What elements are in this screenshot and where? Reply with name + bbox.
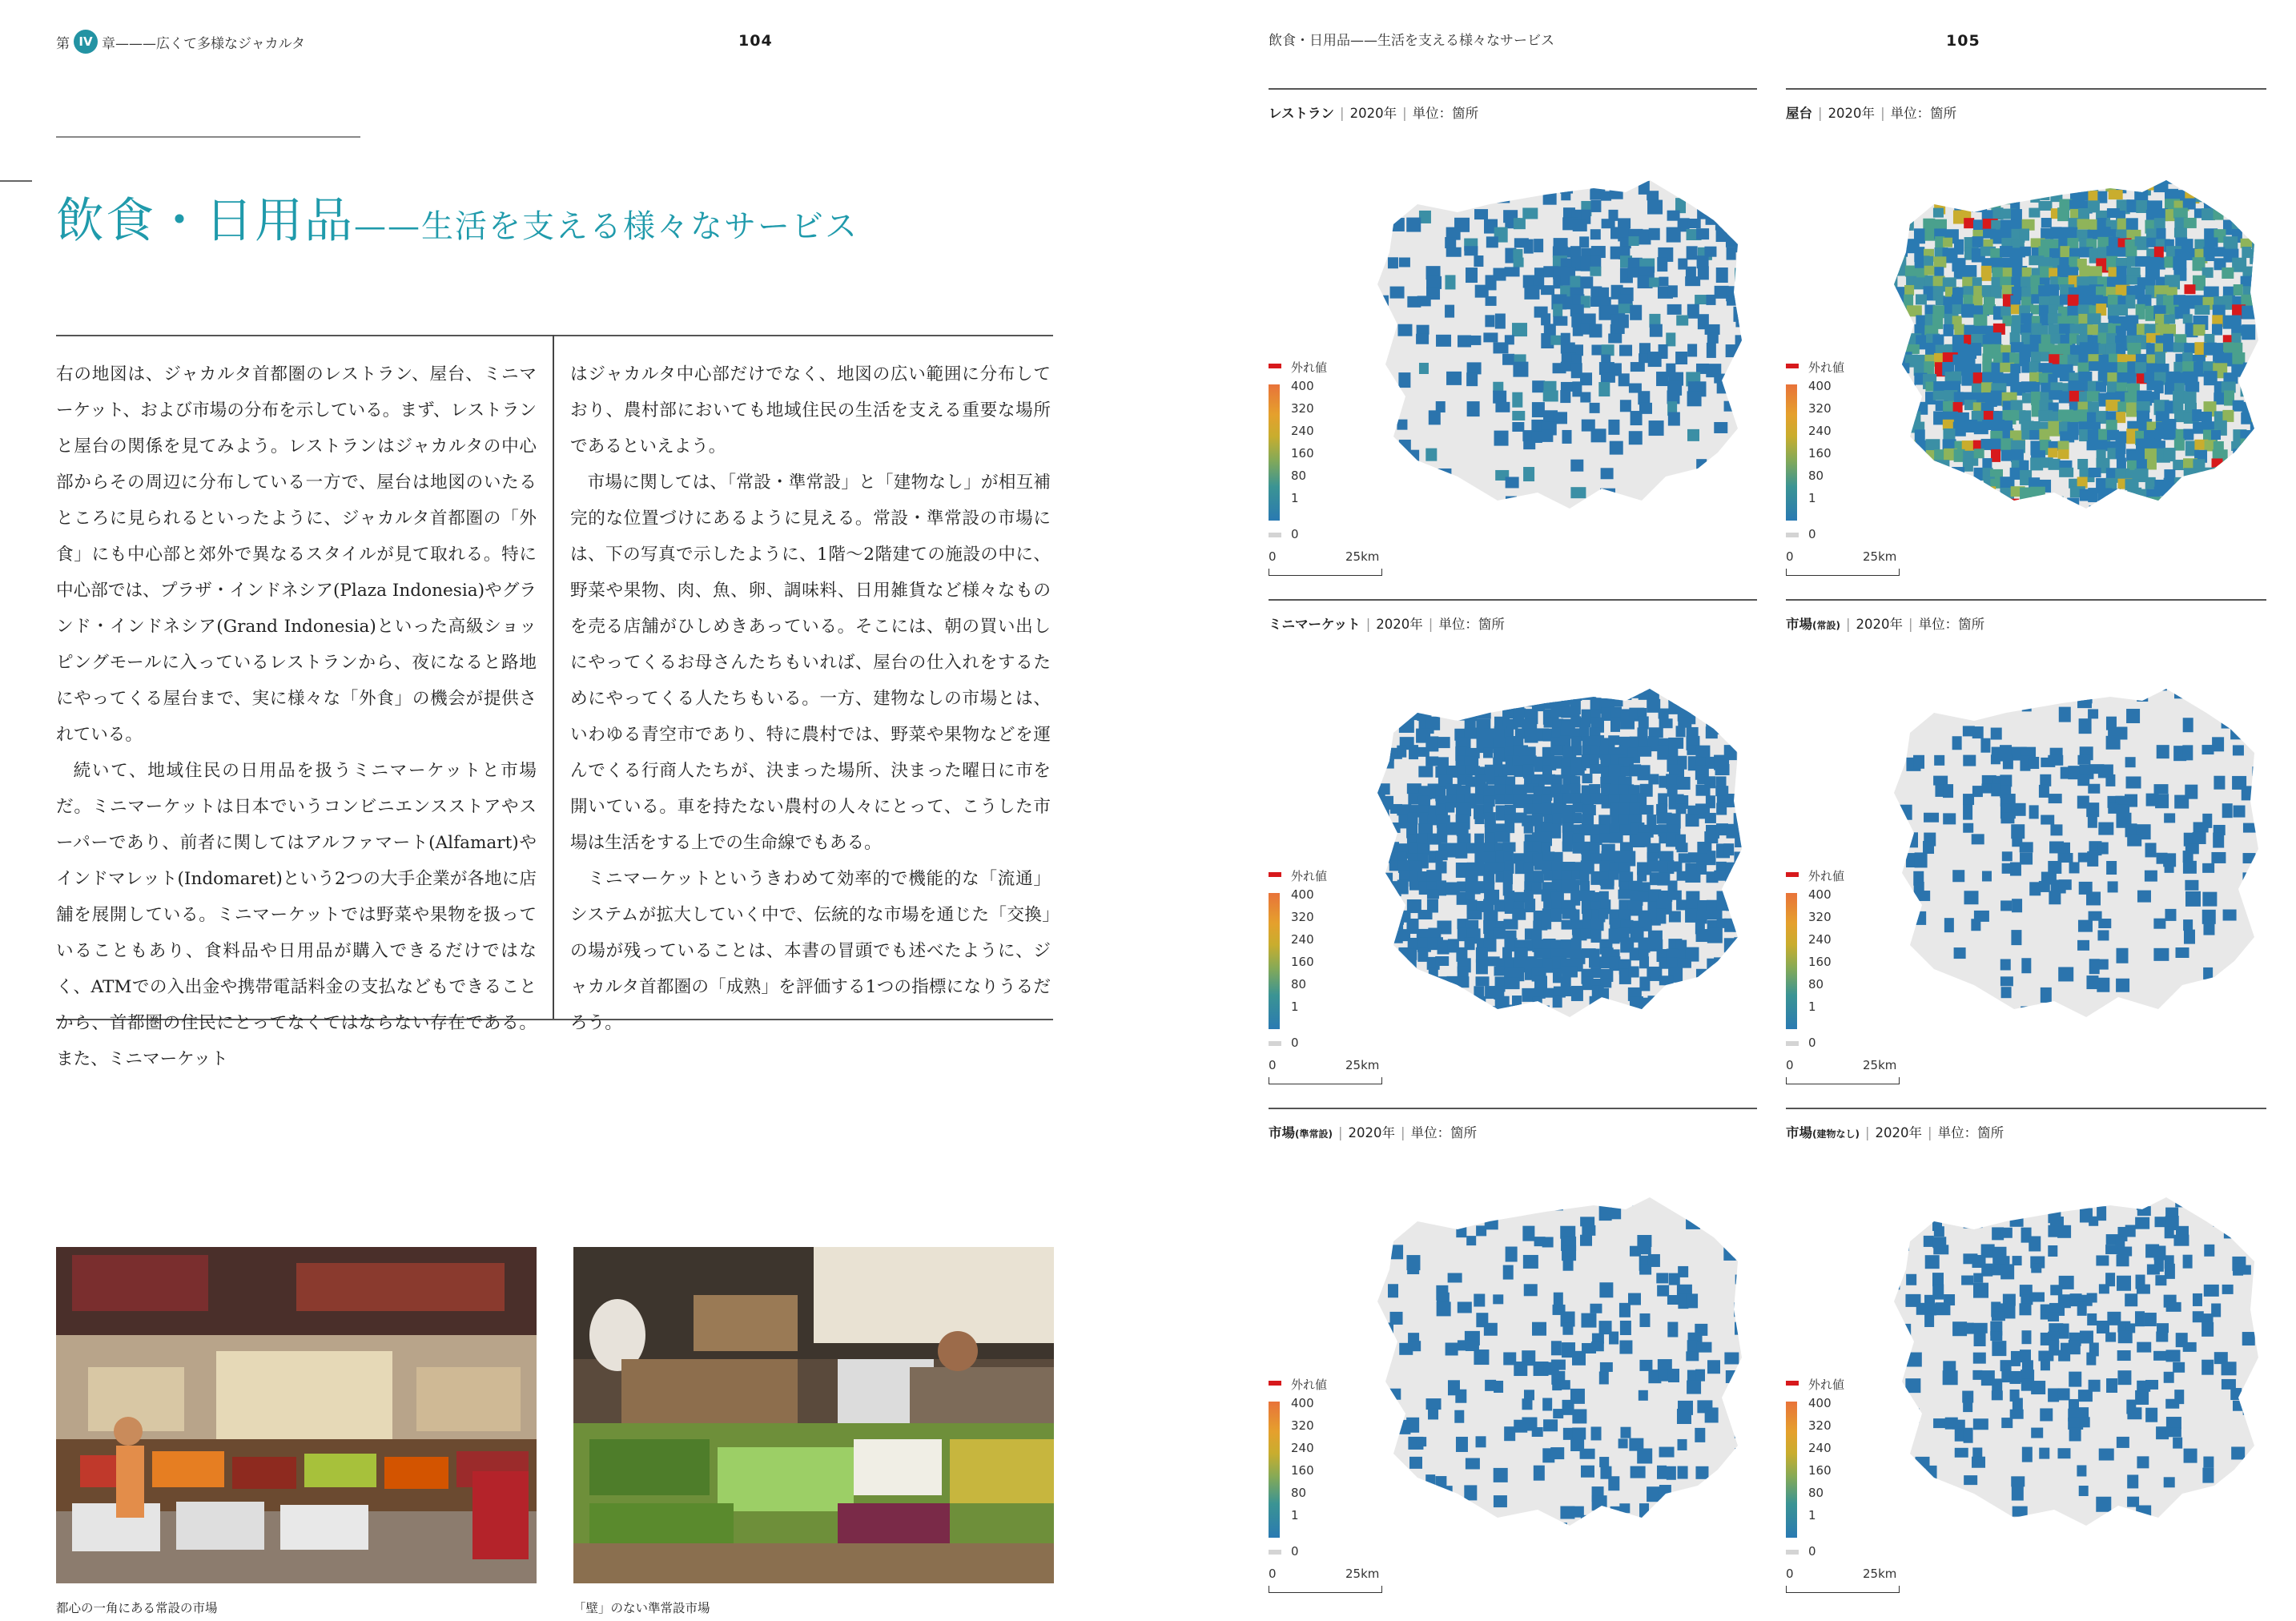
legend-tick: 1 xyxy=(1291,1508,1299,1522)
zero-swatch xyxy=(1269,1041,1281,1046)
chapter-prefix: 第 xyxy=(56,35,70,52)
scale-bar xyxy=(1269,1077,1382,1084)
body-column-1 xyxy=(56,356,537,1077)
scale-bar xyxy=(1269,1586,1382,1593)
legend-tick: 80 xyxy=(1291,977,1307,992)
outlier-swatch xyxy=(1269,872,1281,877)
legend-tick: 240 xyxy=(1291,1441,1314,1455)
panel-rule xyxy=(1269,599,1757,601)
outlier-swatch xyxy=(1786,1381,1799,1386)
panel-rule xyxy=(1786,1108,2266,1109)
panel-rule xyxy=(1786,599,2266,601)
paragraph: 市場に関しては、「常設・準常設」と「建物なし」が相互補完的な位置づけにあるように見える。常設・準常設の市場には、下の写真で示したように、1階〜2階建ての施設の中に、野菜や果物、肉、魚、卵、調味料、日用雑貨など様々なものを売る店舗がひしめきあっている。そこには、朝の買い出しにやってくるお母さんたちもいれば、屋台の仕入れをするためにやってくる人たちもいる。一方、建物なしの市場とは、いわゆる青空市であり、特に農村では、野菜や果物などを運んでくる行商人たちが、決まった場所、決まった曜日に市を開いている。車を持たない農村の人々にとって、こうした市場は生活をする上での生命線でもある。 xyxy=(570,473,1051,853)
legend-tick: 160 xyxy=(1808,1463,1832,1478)
map-restaurant xyxy=(1361,172,1746,525)
legend-tick: 320 xyxy=(1291,1418,1314,1433)
zero-swatch xyxy=(1786,1550,1799,1555)
photo-caption-2: 「壁」のない準常設市場 xyxy=(573,1601,710,1615)
legend-tick: 320 xyxy=(1808,910,1832,924)
outlier-swatch xyxy=(1269,1381,1281,1386)
chapter-suffix: 章 xyxy=(102,35,115,52)
legend-gradient xyxy=(1786,1402,1797,1538)
scale-bar xyxy=(1786,569,1900,576)
paragraph: はジャカルタ中心部だけでなく、地図の広い範囲に分布しており、農村部においても地域住民の生活を支える重要な場所であるといえよう。 xyxy=(570,364,1051,457)
outlier-swatch xyxy=(1786,872,1799,877)
scale-start: 0 xyxy=(1786,549,1794,564)
legend-tick: 0 xyxy=(1808,1544,1816,1559)
photo-caption-1: 都心の一角にある常設の市場 xyxy=(56,1601,218,1615)
map-cells xyxy=(1361,681,1746,1033)
map-market-no-building xyxy=(1878,1189,2262,1542)
title-top-rule xyxy=(56,136,360,138)
column-divider xyxy=(553,335,554,1020)
legend-tick: 80 xyxy=(1808,469,1824,483)
scale-start: 0 xyxy=(1786,1567,1794,1581)
legend-tick: 1 xyxy=(1808,491,1816,505)
scale-end: 25km xyxy=(1863,1058,1897,1072)
legend-tick: 240 xyxy=(1808,932,1832,947)
chapter-badge: IV xyxy=(74,30,98,54)
scale-end: 25km xyxy=(1863,1567,1897,1581)
page-title xyxy=(56,183,858,251)
map-legend xyxy=(1786,359,1914,575)
legend-tick: 80 xyxy=(1808,977,1824,992)
scale-bar xyxy=(1786,1586,1900,1593)
outlier-swatch xyxy=(1786,364,1799,368)
legend-tick: 240 xyxy=(1291,932,1314,947)
legend-tick: 80 xyxy=(1291,1486,1307,1500)
map-minimarket xyxy=(1361,681,1746,1033)
legend-outlier-label: 外れ値 xyxy=(1808,360,1845,375)
scale-start: 0 xyxy=(1786,1058,1794,1072)
legend-outlier-label: 外れ値 xyxy=(1291,360,1328,375)
outlier-swatch xyxy=(1269,364,1281,368)
legend-tick: 320 xyxy=(1291,910,1314,924)
chapter-title: ———広くて多様なジャカルタ xyxy=(115,35,305,52)
panel-rule xyxy=(1269,1108,1757,1109)
legend-tick: 400 xyxy=(1291,379,1314,393)
legend-tick: 320 xyxy=(1808,401,1832,416)
legend-gradient xyxy=(1269,384,1280,521)
legend-tick: 1 xyxy=(1808,1508,1816,1522)
legend-tick: 240 xyxy=(1291,424,1314,438)
map-title-street-stall: 屋台 | 2020年 | 単位：箇所 xyxy=(1786,106,1957,121)
legend-tick: 80 xyxy=(1291,469,1307,483)
legend-tick: 320 xyxy=(1808,1418,1832,1433)
legend-tick: 0 xyxy=(1291,527,1299,541)
market-photo-semi-permanent xyxy=(573,1247,1054,1583)
legend-outlier-label: 外れ値 xyxy=(1291,869,1328,883)
legend-tick: 1 xyxy=(1291,491,1299,505)
zero-swatch xyxy=(1269,533,1281,537)
paragraph: ミニマーケットというきわめて効率的で機能的な「流通」システムが拡大していく中で、伝統的な市場を通じた「交換」の場が残っていることは、本書の冒頭でも述べたように、ジャカルタ首都圏の「成熟」を評価する1つの指標になりうるだろう。 xyxy=(570,869,1051,1033)
legend-tick: 0 xyxy=(1291,1544,1299,1559)
map-legend xyxy=(1269,359,1397,575)
legend-tick: 400 xyxy=(1291,887,1314,902)
panel-rule xyxy=(1786,88,2266,90)
scale-bar xyxy=(1786,1077,1900,1084)
legend-tick: 80 xyxy=(1808,1486,1824,1500)
zero-swatch xyxy=(1786,1041,1799,1046)
legend-tick: 400 xyxy=(1808,887,1832,902)
title-sub: ——生活を支える様々なサービス xyxy=(354,208,858,245)
scale-end: 25km xyxy=(1345,1567,1380,1581)
zero-swatch xyxy=(1269,1550,1281,1555)
title-main: 飲食・日用品 xyxy=(56,193,354,249)
map-title-market-permanent: 市場(常設) | 2020年 | 単位：箇所 xyxy=(1786,617,1985,632)
legend-tick: 160 xyxy=(1291,955,1314,969)
paragraph: 右の地図は、ジャカルタ首都圏のレストラン、屋台、ミニマーケット、および市場の分布を示している。まず、レストランと屋台の関係を見てみよう。レストランはジャカルタの中心部からその周辺に分布している一方で、屋台は地図のいたるところに見られるといったように、ジャカルタ首都圏の「外食」にも中心部と郊外で異なるスタイルが見て取れる。特に中心部では、プラザ・インドネシア(Plaza Indonesia)やグランド・インドネシア(Grand Indonesia)といった高級ショッピングモールに入っているレストランから、夜になると路地にやってくる屋台まで、実に様々な「外食」の機会が提供されている。 xyxy=(56,364,537,745)
legend-tick: 160 xyxy=(1808,446,1832,461)
legend-gradient xyxy=(1786,893,1797,1029)
map-market-semi xyxy=(1361,1189,1746,1542)
market-photo-permanent xyxy=(56,1247,537,1583)
legend-tick: 160 xyxy=(1808,955,1832,969)
map-title-market-semi: 市場(準常設) | 2020年 | 単位：箇所 xyxy=(1269,1125,1478,1140)
scale-end: 25km xyxy=(1345,1058,1380,1072)
scale-end: 25km xyxy=(1345,549,1380,564)
body-column-2 xyxy=(570,356,1051,1041)
legend-tick: 160 xyxy=(1291,1463,1314,1478)
legend-tick: 1 xyxy=(1808,1000,1816,1014)
legend-gradient xyxy=(1269,1402,1280,1538)
map-title-market-no-building: 市場(建物なし) | 2020年 | 単位：箇所 xyxy=(1786,1125,2004,1140)
legend-tick: 0 xyxy=(1808,527,1816,541)
running-title: 飲食・日用品——生活を支える様々なサービス xyxy=(1269,33,1554,49)
page-number-left: 104 xyxy=(738,32,773,50)
legend-outlier-label: 外れ値 xyxy=(1808,869,1845,883)
legend-outlier-label: 外れ値 xyxy=(1291,1378,1328,1392)
map-legend xyxy=(1269,1376,1397,1592)
scale-end: 25km xyxy=(1863,549,1897,564)
zero-swatch xyxy=(1786,533,1799,537)
paragraph: 続いて、地域住民の日用品を扱うミニマーケットと市場だ。ミニマーケットは日本でいうコンビニエンスストアやスーパーであり、前者に関してはアルファマート(Alfamart)やインドマレット(Indomaret)という2つの大手企業が各地に店舗を展開している。ミニマーケットでは野菜や果物を扱っていることもあり、食料品や日用品が購入できるだけではなく、ATMでの入出金や携帯電話料金の支払などもできることから、首都圏の住民にとってなくてはならない存在である。また、ミニマーケット xyxy=(56,761,537,1069)
legend-tick: 400 xyxy=(1808,379,1832,393)
map-street-stall xyxy=(1878,172,2262,525)
map-title-minimarket: ミニマーケット | 2020年 | 単位：箇所 xyxy=(1269,617,1505,632)
title-tick xyxy=(0,180,32,182)
scale-start: 0 xyxy=(1269,1567,1277,1581)
body-top-rule xyxy=(56,335,1053,336)
map-title-restaurant: レストラン | 2020年 | 単位：箇所 xyxy=(1269,106,1479,121)
legend-outlier-label: 外れ値 xyxy=(1808,1378,1845,1392)
scale-bar xyxy=(1269,569,1382,576)
map-legend xyxy=(1786,1376,1914,1592)
legend-tick: 240 xyxy=(1808,1441,1832,1455)
scale-start: 0 xyxy=(1269,1058,1277,1072)
chapter-header xyxy=(56,29,305,54)
legend-tick: 160 xyxy=(1291,446,1314,461)
legend-tick: 0 xyxy=(1808,1036,1816,1050)
legend-tick: 320 xyxy=(1291,401,1314,416)
legend-gradient xyxy=(1269,893,1280,1029)
map-market-permanent xyxy=(1878,681,2262,1033)
panel-rule xyxy=(1269,88,1757,90)
map-legend xyxy=(1269,867,1397,1084)
legend-tick: 1 xyxy=(1291,1000,1299,1014)
legend-tick: 400 xyxy=(1291,1396,1314,1410)
legend-gradient xyxy=(1786,384,1797,521)
legend-tick: 400 xyxy=(1808,1396,1832,1410)
legend-tick: 0 xyxy=(1291,1036,1299,1050)
legend-tick: 240 xyxy=(1808,424,1832,438)
scale-start: 0 xyxy=(1269,549,1277,564)
page-number-right: 105 xyxy=(1946,32,1980,50)
map-legend xyxy=(1786,867,1914,1084)
